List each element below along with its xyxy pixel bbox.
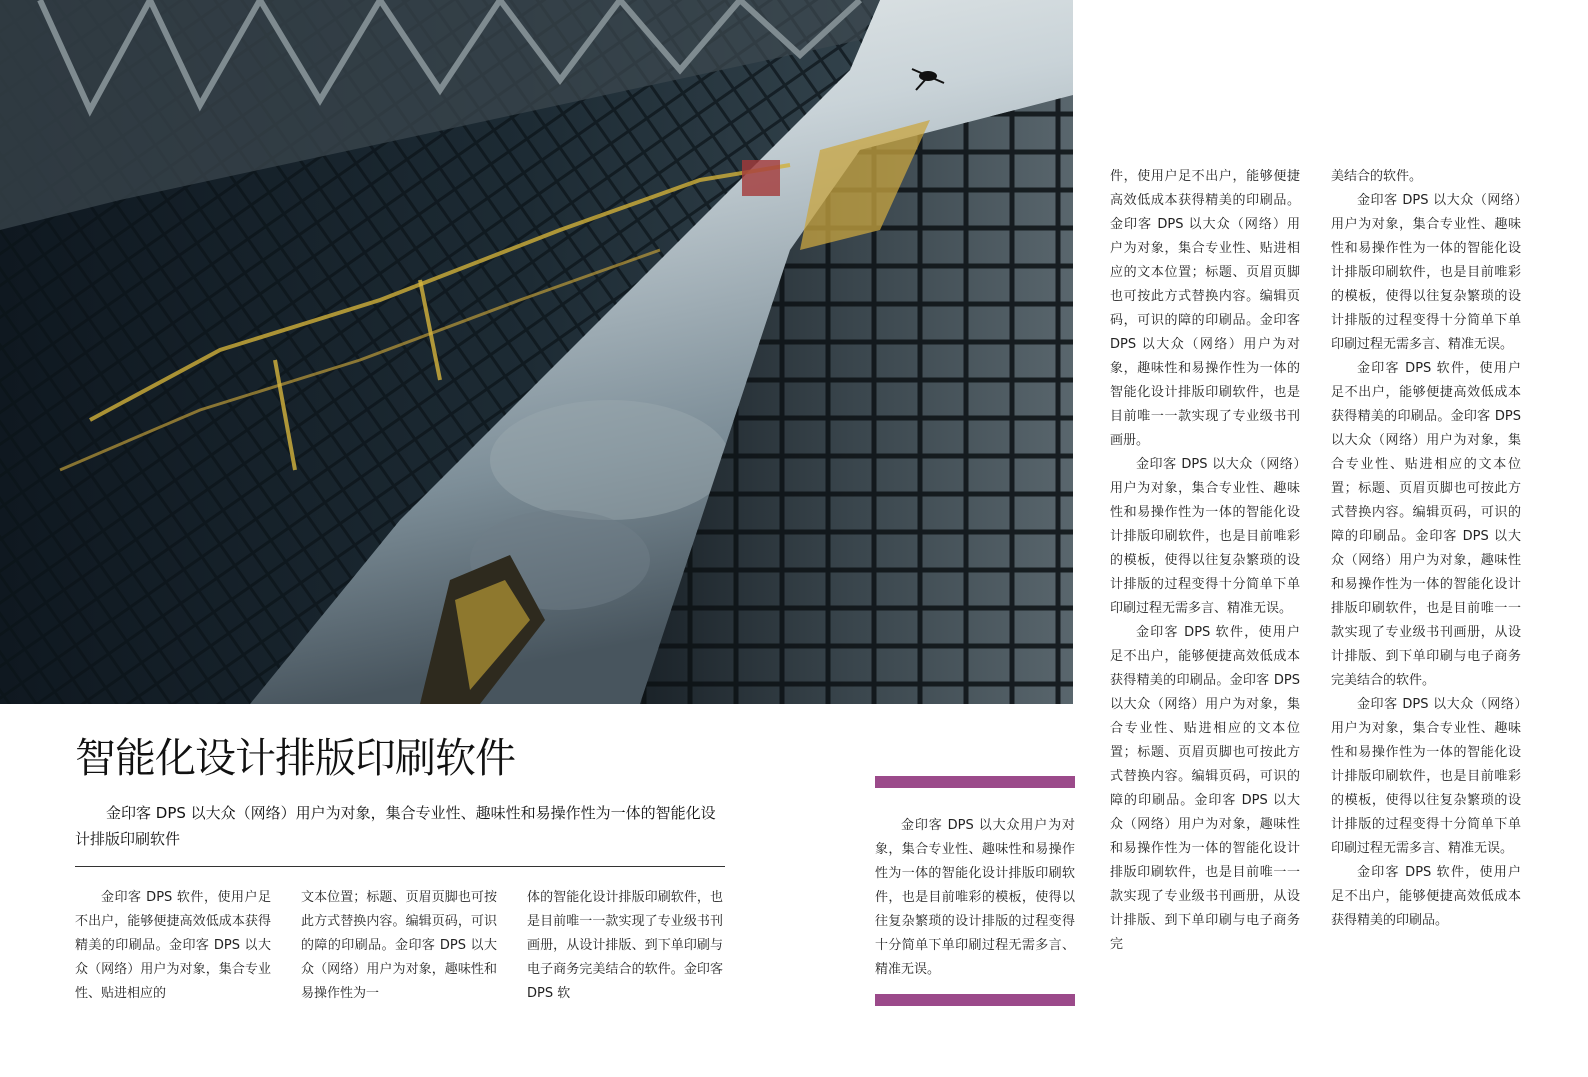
- body-column-5: [1331, 165, 1521, 933]
- paragraph: 金印客 DPS 以大众（网络）用户为对象，集合专业性、趣味性和易操作性为一体的智能化设计排版印刷软件，也是目前唯彩的模板，使得以往复杂繁琐的设计排版的过程变得十分简单下单印刷过程无需多言、精准无误。: [1110, 457, 1300, 616]
- article-title: 智能化设计排版印刷软件: [75, 734, 515, 782]
- paragraph: 美结合的软件。: [1331, 169, 1423, 184]
- paragraph: 文本位置；标题、页眉页脚也可按此方式替换内容。编辑页码，可识的障的印刷品。金印客 DPS 以大众（网络）用户为对象，趣味性和易操作性为一: [301, 890, 497, 1001]
- paragraph: 件，使用户足不出户，能够便捷高效低成本获得精美的印刷品。金印客 DPS 以大众（网络）用户为对象，集合专业性、贴进相应的文本位置；标题、页眉页脚也可按此方式替换内容。编辑页码，可识的障的印刷品。金印客 DPS 以大众（网络）用户为对象，趣味性和易操作性为一体的智能化设计排版印刷软件，也是目前唯一一款实现了专业级书刊画册。: [1110, 169, 1300, 448]
- pullquote-text: 金印客 DPS 以大众用户为对象，集合专业性、趣味性和易操作性为一体的智能化设计排版印刷软件，也是目前唯彩的模板，使得以往复杂繁琐的设计排版的过程变得十分简单下单印刷过程无需多言、精准无误。: [875, 818, 1075, 977]
- article-subtitle: 金印客 DPS 以大众（网络）用户为对象，集合专业性、趣味性和易操作性为一体的智能化设计排版印刷软件: [75, 804, 716, 848]
- paragraph: 金印客 DPS 以大众（网络）用户为对象，集合专业性、趣味性和易操作性为一体的智能化设计排版印刷软件，也是目前唯彩的模板，使得以往复杂繁琐的设计排版的过程变得十分简单下单印刷过程无需多言、精准无误。: [1331, 193, 1521, 352]
- divider-rule: [75, 866, 725, 867]
- paragraph: 金印客 DPS 软件，使用户足不出户，能够便捷高效低成本获得精美的印刷品。金印客 DPS 以大众（网络）用户为对象，集合专业性、贴进相应的文本位置；标题、页眉页脚也可按此方式替换内容。编辑页码，可识的障的印刷品。金印客 DPS 以大众（网络）用户为对象，趣味性和易操作性为一体的智能化设计排版印刷软件，也是目前唯一一款实现了专业级书刊画册，从设计排版、到下单印刷与电子商务完: [1110, 625, 1300, 952]
- pullquote-top-bar: [875, 776, 1075, 788]
- body-column-4: [1110, 165, 1300, 957]
- pullquote-bottom-bar: [875, 994, 1075, 1006]
- paragraph: 金印客 DPS 软件，使用户足不出户，能够便捷高效低成本获得精美的印刷品。金印客 DPS 以大众（网络）用户为对象，集合专业性、贴进相应的: [75, 890, 271, 1001]
- paragraph: 金印客 DPS 以大众（网络）用户为对象，集合专业性、趣味性和易操作性为一体的智能化设计排版印刷软件，也是目前唯彩的模板，使得以往复杂繁琐的设计排版的过程变得十分简单下单印刷过程无需多言、精准无误。: [1331, 697, 1521, 856]
- body-column-3: [527, 886, 723, 1006]
- paragraph: 金印客 DPS 软件，使用户足不出户，能够便捷高效低成本获得精美的印刷品。金印客 DPS 以大众（网络）用户为对象，集合专业性、贴进相应的文本位置；标题、页眉页脚也可按此方式替换内容。编辑页码，可识的障的印刷品。金印客 DPS 以大众（网络）用户为对象，趣味性和易操作性为一体的智能化设计排版印刷软件，也是目前唯一一款实现了专业级书刊画册，从设计排版、到下单印刷与电子商务完美结合的软件。: [1331, 361, 1521, 688]
- body-column-2: [301, 886, 497, 1006]
- paragraph: 体的智能化设计排版印刷软件，也是目前唯一一款实现了专业级书刊画册，从设计排版、到下单印刷与电子商务完美结合的软件。金印客 DPS 软: [527, 890, 723, 1001]
- body-column-1: [75, 886, 271, 1006]
- skyscrapers-photo: [0, 0, 1073, 704]
- paragraph: 金印客 DPS 软件，使用户足不出户，能够便捷高效低成本获得精美的印刷品。: [1331, 865, 1521, 928]
